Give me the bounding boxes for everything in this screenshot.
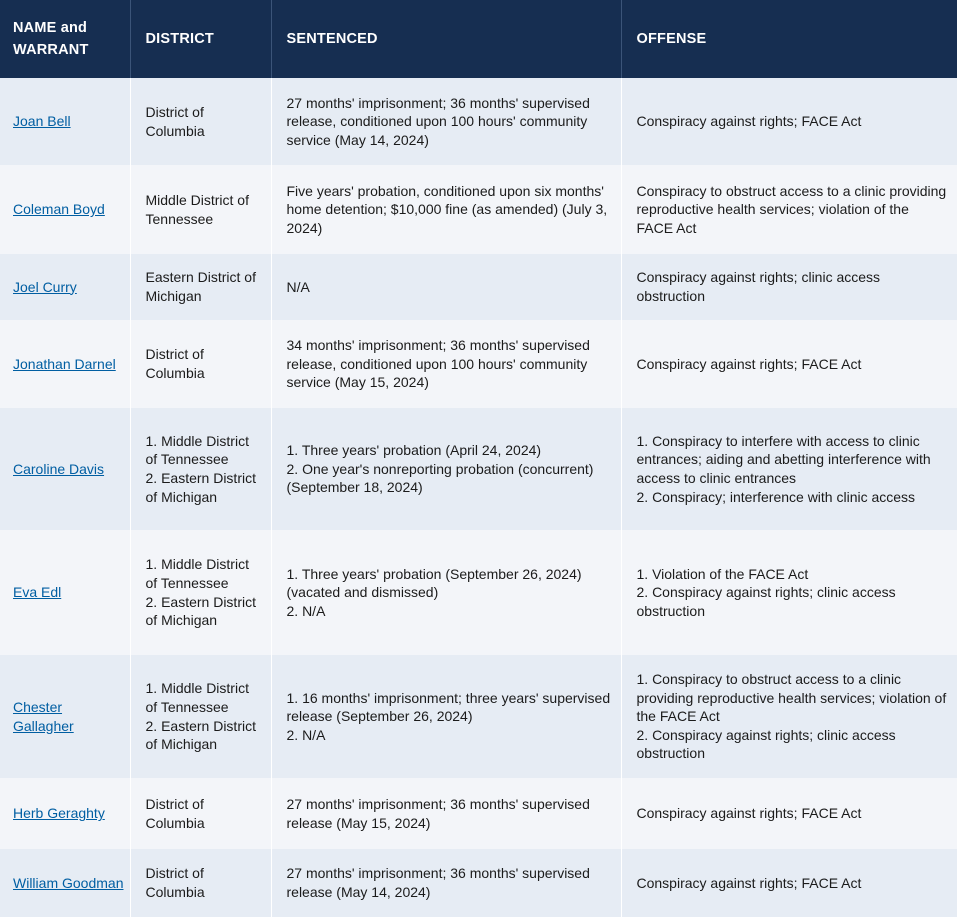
cell-district-line: Middle District of Tennessee: [145, 191, 249, 227]
cell-offense: [621, 254, 957, 320]
cell-district-line: District of Columbia: [145, 103, 205, 139]
cell-sentenced-line: 27 months' imprisonment; 36 months' supervised release, conditioned upon 100 hours' community service (May 14, 2024): [286, 94, 590, 148]
cell-offense-line: Conspiracy against rights; FACE Act: [636, 805, 862, 822]
cell-offense: [621, 165, 957, 254]
cell-name: [0, 165, 130, 254]
cell-sentenced-line: N/A: [286, 278, 310, 295]
cell-district-line: Eastern District of Michigan: [145, 269, 256, 304]
table-row: [0, 254, 957, 320]
cell-sentenced-line: 27 months' imprisonment; 36 months' supervised release (May 15, 2024): [286, 795, 590, 831]
table-row: [0, 78, 957, 165]
cell-name: [0, 320, 130, 408]
cell-sentenced: [271, 849, 621, 917]
cell-district-line: 2. Eastern District of Michigan: [145, 470, 256, 505]
cell-district-line: 1. Middle District of Tennessee: [145, 680, 249, 715]
cell-sentenced-line: 1. 16 months' imprisonment; three years' supervised release (September 26, 2024): [286, 689, 611, 725]
cell-sentenced-line: 1. Three years' probation (April 24, 2024): [286, 442, 542, 459]
cell-name: [0, 849, 130, 917]
cell-district-line: 1. Middle District of Tennessee: [145, 556, 249, 591]
defendant-name-link[interactable]: Jonathan Darnel: [13, 355, 116, 372]
cell-district: [130, 78, 271, 165]
cell-offense: [621, 78, 957, 165]
cell-sentenced-line: 2. One year's nonreporting probation (concurrent) (September 18, 2024): [286, 460, 594, 496]
cell-offense: [621, 778, 957, 849]
cell-name: [0, 655, 130, 778]
cell-district-line: District of Columbia: [145, 795, 205, 831]
cell-offense-line: Conspiracy against rights; FACE Act: [636, 874, 862, 891]
cell-offense-line: 2. Conspiracy against rights; clinic access obstruction: [636, 726, 896, 762]
header-district: DISTRICT: [130, 0, 271, 78]
cell-district-line: District of Columbia: [145, 865, 205, 900]
cell-sentenced-line: 27 months' imprisonment; 36 months' supervised release (May 14, 2024): [286, 865, 590, 900]
cell-sentenced-line: 2. N/A: [286, 602, 326, 619]
table-row: [0, 165, 957, 254]
cell-district: [130, 778, 271, 849]
cell-offense: [621, 408, 957, 530]
cell-district-line: 2. Eastern District of Michigan: [145, 717, 256, 753]
cell-district-line: 1. Middle District of Tennessee: [145, 432, 249, 468]
cell-district: [130, 849, 271, 917]
cell-district: [130, 530, 271, 655]
table-row: [0, 530, 957, 655]
cell-offense: [621, 320, 957, 408]
cell-offense-line: Conspiracy against rights; clinic access obstruction: [636, 269, 881, 304]
table-row: [0, 849, 957, 917]
cell-district: [130, 655, 271, 778]
cell-sentenced: [271, 655, 621, 778]
cell-district: [130, 254, 271, 320]
cell-name: [0, 778, 130, 849]
defendant-name-link[interactable]: William Goodman: [13, 874, 124, 891]
defendant-name-link[interactable]: Eva Edl: [13, 584, 62, 601]
cell-offense: [621, 849, 957, 917]
cell-offense-line: 2. Conspiracy; interference with clinic access: [636, 488, 916, 505]
defendant-name-link[interactable]: Herb Geraghty: [13, 805, 105, 822]
header-offense: OFFENSE: [621, 0, 957, 78]
cell-offense-line: 1. Conspiracy to obstruct access to a clinic providing reproductive health services; violation of the FACE Act: [636, 671, 947, 725]
cell-district-line: 2. Eastern District of Michigan: [145, 593, 256, 629]
defendant-name-link[interactable]: Caroline Davis: [13, 460, 105, 477]
cell-name: [0, 254, 130, 320]
cell-offense-line: Conspiracy against rights; FACE Act: [636, 113, 862, 130]
table-header-row: [0, 0, 957, 78]
cell-name: [0, 530, 130, 655]
table-row: [0, 778, 957, 849]
cell-offense-line: 1. Conspiracy to interfere with access to clinic entrances; aiding and abetting interference with access to clinic entrances: [636, 432, 931, 486]
cell-sentenced-line: Five years' probation, conditioned upon six months' home detention; $10,000 fine (as amended) (July 3, 2024): [286, 182, 608, 236]
defendant-name-link[interactable]: Coleman Boyd: [13, 201, 105, 218]
cell-sentenced: [271, 408, 621, 530]
table-row: [0, 320, 957, 408]
cell-district: [130, 320, 271, 408]
cell-sentenced-line: 2. N/A: [286, 726, 326, 743]
cell-name: [0, 408, 130, 530]
cell-sentenced: [271, 254, 621, 320]
cell-sentenced: [271, 778, 621, 849]
cell-offense: [621, 655, 957, 778]
defendant-name-link[interactable]: Joan Bell: [13, 113, 71, 130]
defendant-name-link[interactable]: Joel Curry: [13, 278, 77, 295]
defendant-name-link[interactable]: Chester Gallagher: [13, 698, 74, 734]
cell-district: [130, 408, 271, 530]
cell-name: [0, 78, 130, 165]
header-name-warrant: NAME and WARRANT: [0, 0, 130, 78]
cell-offense: [621, 530, 957, 655]
cell-offense-line: Conspiracy to obstruct access to a clinic providing reproductive health services; violation of the FACE Act: [636, 182, 947, 236]
cell-sentenced-line: 34 months' imprisonment; 36 months' supervised release, conditioned upon 100 hours' community service (May 15, 2024): [286, 337, 590, 391]
table-body: [0, 78, 957, 917]
cell-sentenced-line: 1. Three years' probation (September 26, 2024) (vacated and dismissed): [286, 565, 582, 601]
table-row: [0, 408, 957, 530]
cell-district-line: District of Columbia: [145, 346, 205, 381]
cell-offense-line: Conspiracy against rights; FACE Act: [636, 355, 862, 372]
cell-offense-line: 2. Conspiracy against rights; clinic access obstruction: [636, 584, 896, 619]
cell-offense-line: 1. Violation of the FACE Act: [636, 565, 809, 582]
header-sentenced: SENTENCED: [271, 0, 621, 78]
table-row: [0, 655, 957, 778]
cell-sentenced: [271, 530, 621, 655]
cell-district: [130, 165, 271, 254]
cell-sentenced: [271, 78, 621, 165]
cell-sentenced: [271, 165, 621, 254]
cell-sentenced: [271, 320, 621, 408]
